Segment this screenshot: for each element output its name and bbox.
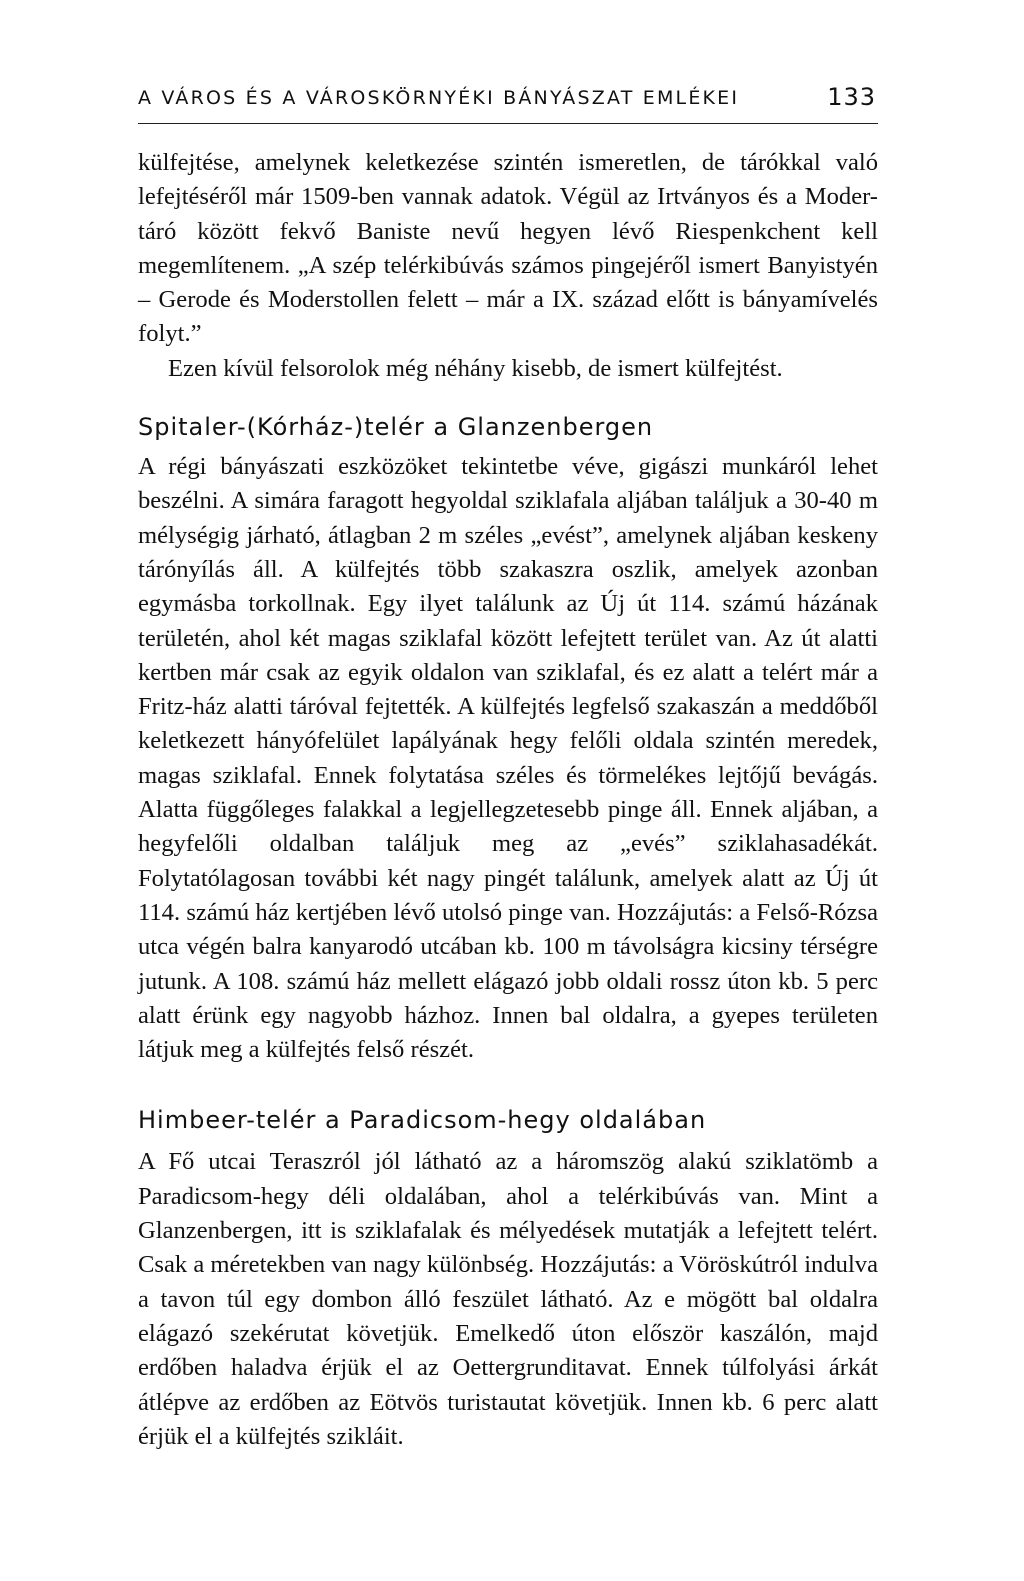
running-title: A VÁROS ÉS A VÁROSKÖRNYÉKI BÁNYÁSZAT EMLÉKEI [138, 87, 740, 109]
section-text-himbeer: A Fő utcai Teraszról jól látható az a háromszög alakú sziklatömb a Paradicsom-hegy déli oldalában, ahol a telérkibúvás van. Mint a Glanzenbergen, itt is sziklafalak és mélyedések mutatják a lefejtett telért. Csak a méretekben van nagy különbség. Hozzájutás: a Vöröskútról indulva a tavon túl egy dombon álló feszület látható. Az e mögött bal oldalra elágazó szekérutat követjük. Emelkedő úton először kaszálón, majd erdőben haladva érjük el az Oettergrunditavat. Ennek túlfolyási árkát átlépve az erdőben az Eötvös turistautat követjük. Innen kb. 6 perc alatt érjük el a külfejtés szikláit. [138, 1148, 878, 1450]
page-number: 133 [827, 83, 876, 111]
paragraph-continued: külfejtése, amelynek keletkezése szintén ismeretlen, de tárókkal való lefejtéséről már 1509-ben vannak adatok. Végül az Irtványos és a Moder-táró között fekvő Baniste nevű hegyen lévő Riespenkchent kell megemlítenem. „A szép telérkibúvás számos pingejéről ismert Banyistyén – Gerode és Moderstollen felett – már a IX. század előtt is bányamívelés folyt.” [138, 149, 878, 348]
section-heading-himbeer: Himbeer-telér a Paradicsom-hegy oldalában [138, 1106, 707, 1135]
paragraph-intro-list: Ezen kívül felsorolok még néhány kisebb, de ismert külfejtést. [168, 354, 783, 382]
body-text [138, 146, 878, 1454]
section-text-spitaler: A régi bányászati eszközöket tekintetbe véve, gigászi munkáról lehet beszélni. A simára faragott hegyoldal sziklafala aljában találjuk a 30-40 m mélységig járható, átlagban 2 m széles „evést”, amelynek aljában keskeny tárónyílás áll. A külfejtés több szakaszra oszlik, amelyek azonban egymásba torkollnak. Egy ilyet találunk az Új út 114. számú házának területén, ahol két magas sziklafal között lefejtett terület van. Az út alatti kertben már csak az egyik oldalon van sziklafal, és ez alatt a telért már a Fritz-ház alatti táróval fejtették. A külfejtés legfelső szakaszán a meddőből keletkezett hányófelület lapályának hegy felőli oldala szintén meredek, magas sziklafal. Ennek folytatása széles és törmelékes lejtőjű bevágás. Alatta függőleges falakkal a legjellegzetesebb pinge áll. Ennek aljában, a hegyfelőli oldalban találjuk meg az „evés” sziklahasadékát. Folytatólagosan további két nagy pingét találunk, amelyek alatt az Új út 114. számú ház kertjében lévő utolsó pinge van. Hozzájutás: a Felső-Rózsa utca végén balra kanyarodó utcában kb. 100 m távolságra kicsiny térségre jutunk. A 108. számú ház mellett elágazó jobb oldali rossz úton kb. 5 perc alatt érünk egy nagyobb házhoz. Innen bal oldalra, a gyepes területen látjuk meg a külfejtés felső részét. [138, 453, 878, 1064]
running-header [138, 83, 878, 124]
section-heading-spitaler: Spitaler-(Kórház-)telér a Glanzenbergen [138, 413, 654, 442]
